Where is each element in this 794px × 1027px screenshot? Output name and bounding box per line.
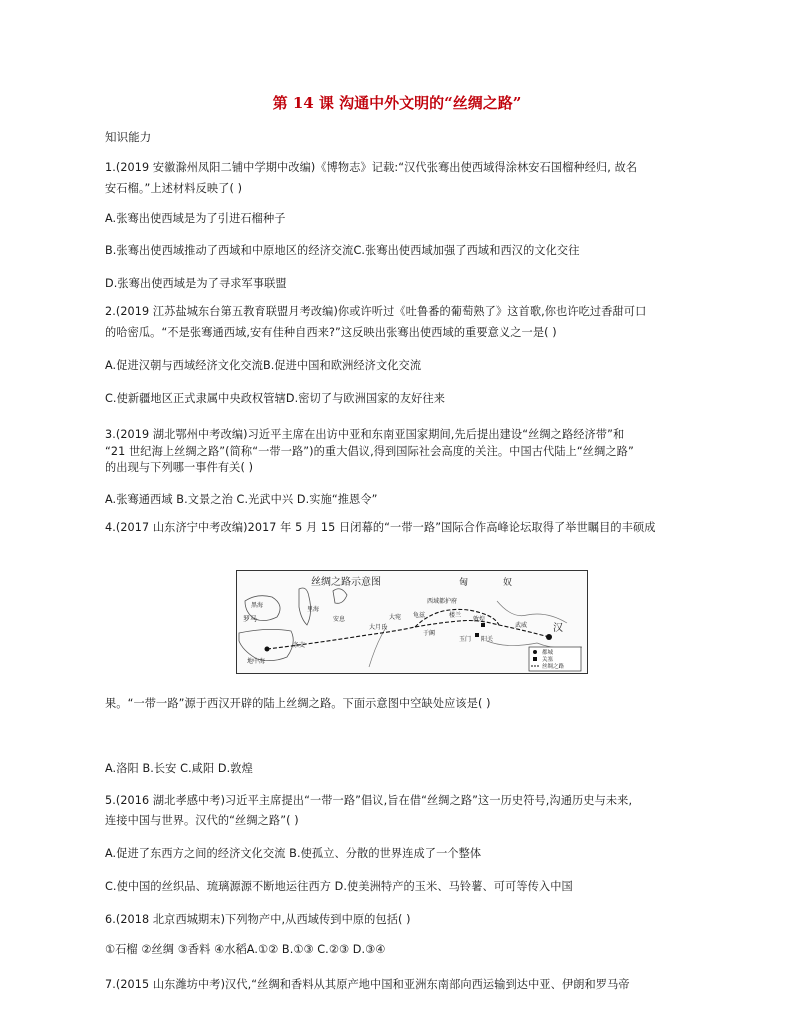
pass-marker [475,633,479,637]
question-3-options: A.张骞通西域 B.文景之治 C.光武中兴 D.实施“推恩令” [105,493,378,506]
question-3-line-1: 3.(2019 湖北鄂州中考改编)习近平主席在出访中亚和东南亚国家期间,先后提出建设“丝绸之路经济带”和 [105,428,625,441]
map-label: 龟兹 [413,612,426,619]
capital-marker [546,634,552,640]
map-label: 玉门 [459,636,472,643]
legend-pass-icon [533,657,537,661]
silk-road-map [236,570,588,674]
mediterranean-shape [239,629,293,660]
question-6-options: ①石榴 ②丝绸 ③香料 ④水稻A.①② B.①③ C.②③ D.③④ [105,943,386,956]
section-heading: 知识能力 [105,130,152,144]
question-1-option-bc: B.张骞出使西域推动了西域和中原地区的经济交流C.张骞出使西域加强了西域和西汉的文化交往 [105,244,580,257]
map-label: 黑海 [251,602,264,609]
map-drawing [237,571,587,673]
question-5-line-1: 5.(2016 湖北孝感中考)习近平主席提出“一带一路”倡议,旨在借“丝绸之路”这一历史符号,沟通历史与未来, [105,794,633,807]
question-5-line-2: 连接中国与世界。汉代的“丝绸之路”( ) [105,814,299,827]
legend-pass-label: 关塞 [542,657,554,663]
question-3-line-3: 的出现与下列哪一事件有关( ) [105,461,254,474]
map-label: 条支 [293,642,306,649]
map-label: 于阗 [423,630,436,637]
map-label: 西域都护府 [427,598,458,605]
map-label: 阳关 [481,636,494,643]
legend-capital-label: 都城 [542,650,554,656]
question-5-option-ab: A.促进了东西方之间的经济文化交流 B.使孤立、分散的世界连成了一个整体 [105,847,482,860]
question-3-line-2: “21 世纪海上丝绸之路”(简称“一带一路”)的重大倡议,得到国际社会高度的关注。中国古代陆上“丝绸之路” [105,445,634,458]
legend-route-label: 丝绸之路 [542,664,565,670]
map-label: 武威 [515,622,528,629]
map-label: 里海 [307,606,320,613]
map-label: 安息 [333,616,346,623]
river-line [369,626,387,667]
city-marker [265,647,270,652]
map-label: 大宛 [389,614,402,621]
question-2-option-cd: C.使新疆地区正式隶属中央政权管辖D.密切了与欧洲国家的友好往来 [105,392,445,405]
map-label: 罗马 [243,615,257,623]
map-label: 汉 [553,623,563,634]
pass-marker [481,623,485,627]
question-4-line-1: 4.(2017 山东济宁中考改编)2017 年 5 月 15 日闭幕的“一带一路”国际合作高峰论坛取得了举世瞩目的丰硕成 [105,521,656,534]
map-label: 地中海 [247,658,266,665]
question-2-line-2: 的哈密瓜。“不是张骞通西域,安有佳种自西来?”这反映出张骞出使西域的重要意义之一是( ) [105,326,557,339]
lesson-title: 第 14 课 沟通中外文明的“丝绸之路” [272,94,522,112]
river-line [497,601,567,623]
question-7-line-1: 7.(2015 山东潍坊中考)汉代,“丝绸和香料从其原产地中国和亚洲东南部向西运输到达中亚、伊朗和罗马帝 [105,978,630,991]
map-label: 楼兰 [449,612,462,619]
question-6-line-1: 6.(2018 北京西城期末)下列物产中,从西域传到中原的包括( ) [105,913,411,926]
question-5-option-cd: C.使中国的丝织品、琉璃源源不断地运往西方 D.使美洲特产的玉米、马铃薯、可可等传入中国 [105,880,573,893]
legend-capital-icon [533,650,537,654]
aral-sea-shape [333,589,347,604]
map-label: 奴 [503,578,513,588]
map-label: 大月氏 [369,624,388,631]
question-4-options: A.洛阳 B.长安 C.咸阳 D.敦煌 [105,762,253,775]
question-1-option-a: A.张骞出使西域是为了引进石榴种子 [105,212,286,225]
map-title: 丝绸之路示意图 [311,577,381,588]
question-4-line-2: 果。“一带一路”源于西汉开辟的陆上丝绸之路。下面示意图中空缺处应该是( ) [105,697,491,710]
question-1-option-d: D.张骞出使西域是为了寻求军事联盟 [105,277,287,290]
question-1-line-1: 1.(2019 安徽滁州凤阳二铺中学期中改编)《博物志》记载:“汉代张骞出使西域得涂林安石国榴种经归, 故名 [105,161,638,174]
question-1-line-2: 安石榴。”上述材料反映了( ) [105,182,243,195]
map-label: 匈 [459,578,469,588]
question-2-option-ab: A.促进汉朝与西域经济文化交流B.促进中国和欧洲经济文化交流 [105,359,422,372]
silk-road-route-south [267,621,549,650]
map-label: 敦煌 [473,616,486,623]
question-2-line-1: 2.(2019 江苏盐城东台第五教育联盟月考改编)你或许听过《吐鲁番的葡萄熟了》这首歌,你也许吃过香甜可口 [105,305,647,318]
